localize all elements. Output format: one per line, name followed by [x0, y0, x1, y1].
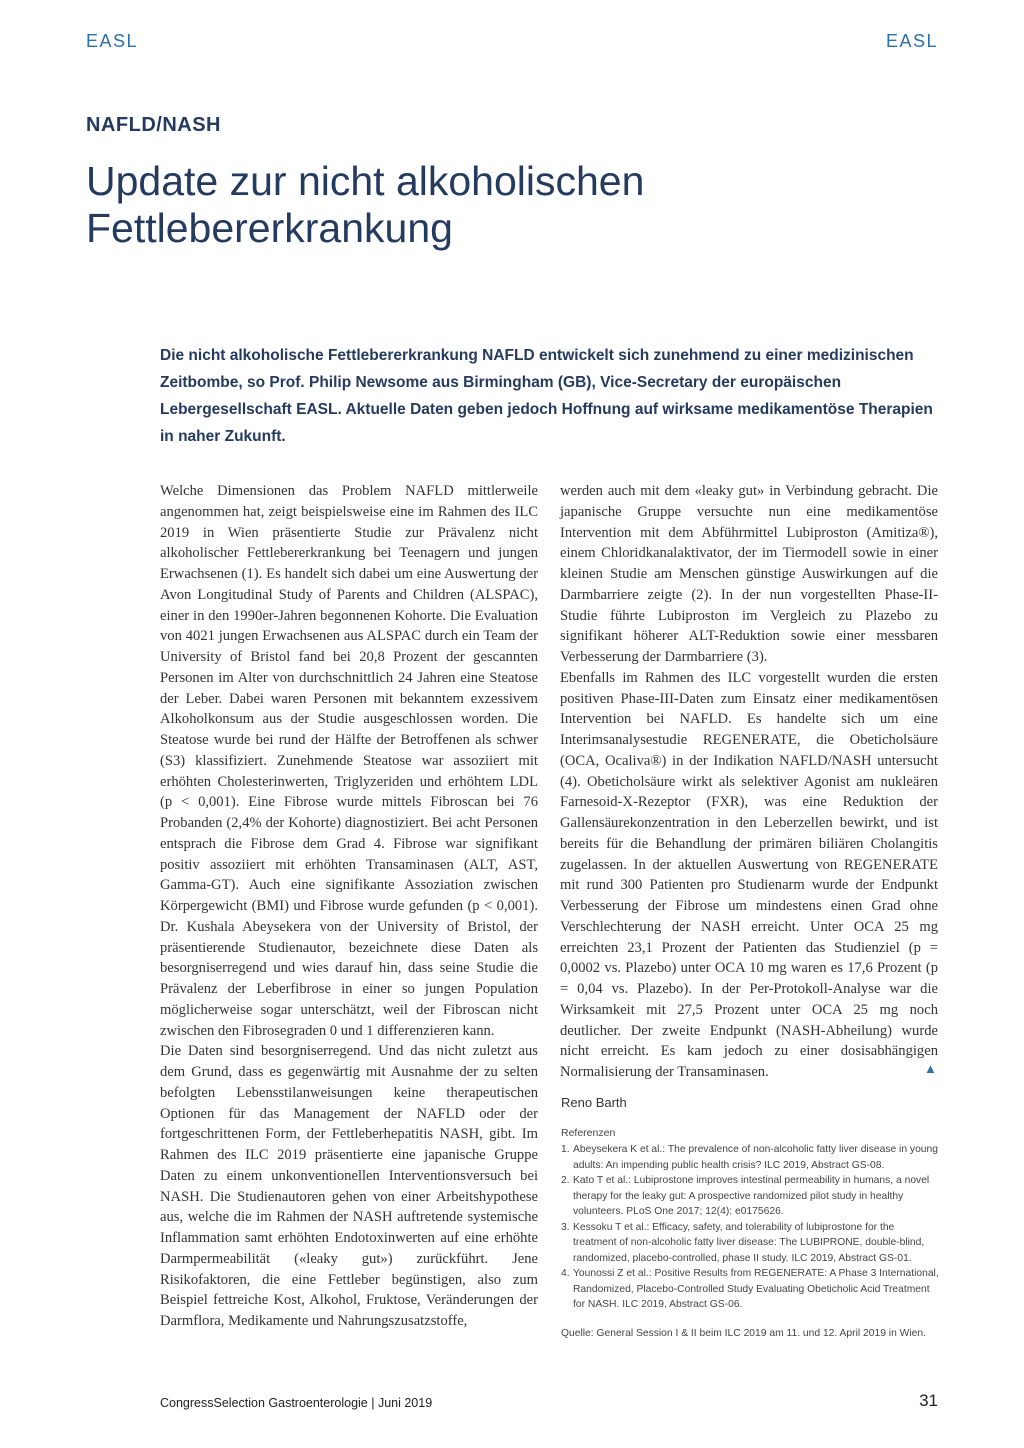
reference-item	[561, 1220, 939, 1267]
body-column-left	[160, 481, 538, 1332]
reference-number: 2.	[561, 1175, 570, 1186]
article-lead: Die nicht alkoholische Fettlebererkrankung NAFLD entwickelt sich zunehmend zu einer medizinischen Zeitbombe, so Prof. Philip Newsome aus Birmingham (GB), Vice-Secretary der europäischen Lebergesellschaft EASL. Aktuelle Daten geben jedoch Hoffnung auf wirksame medikamentöse Therapien in naher Zukunft.	[160, 347, 933, 445]
body-paragraph: Welche Dimensionen das Problem NAFLD mittlerweile angenommen hat, zeigt beispielsweise eine im Rahmen des ILC 2019 in Wien präsentierte Studie zur Prävalenz nicht alkoholischer Fettlebererkrankung bei Teenagern und jungen Erwachsenen (1). Es handelt sich dabei um eine Auswertung der Avon Longitudinal Study of Parents and Children (ALSPAC), einer in den 1990er-Jahren begonnenen Kohorte. Die Evaluation von 4021 jungen Erwachsenen aus ALSPAC durch ein Team der University of Bristol fand bei 20,8 Prozent der gescannten Personen im Alter von durchschnittlich 24 Jahren eine Steatose der Leber. Dabei waren Personen mit bekanntem exzessivem Alkoholkonsum aus der Studie ausgeschlossen worden. Die Steatose wurde bei rund der Hälfte der Betroffenen als schwer (S3) klassifiziert. Zunehmende Steatose war assoziiert mit erhöhten Cholesterinwerten, Triglyzeriden und erhöhtem LDL (p < 0,001). Eine Fibrose wurde mittels Fibroscan bei 76 Probanden (2,4% der Kohorte) diagnostiziert. Bei acht Personen entsprach die Fibrose dem Grad 4. Fibrose war signifikant positiv assoziiert mit erhöhten Transaminasen (ALT, AST, Gamma-GT). Auch eine signifikante Assoziation zwischen Körpergewicht (BMI) und Fibrose wurde gefunden (p < 0,001). Dr. Kushala Abeysekera von der University of Bristol, der präsentierende Studienautor, bezeichnete diese Daten als besorgniserregend und wies darauf hin, dass seine Studie die Prävalenz der Leberfibrose in einer so jungen Population möglicherweise sogar unterschätzt, weil der Fibroscan nicht zwischen den Fibrosegraden 0 und 1 differenzieren kann.	[160, 483, 538, 1039]
page-number: 31	[919, 1391, 938, 1410]
reference-text: Abeysekera K et al.: The prevalence of non-alcoholic fatty liver disease in young adults: An impending public health crisis? ILC 2019, Abstract GS-08.	[573, 1144, 938, 1171]
body-paragraph: werden auch mit dem «leaky gut» in Verbindung gebracht. Die japanische Gruppe versuchte nun eine medikamentöse Intervention mit dem Abführmittel Lubiproston (Amitiza®), einem Chloridkanalaktivator, der im Tiermodell sowie in einer kleinen Studie am Menschen günstige Auswirkungen auf die Darmbarriere zeigte (2). In der nun vorgestellten Phase-II-Studie führte Lubiproston im Vergleich zu Plazebo zu signifikant höherer ALT-Reduktion sowie einer messbaren Verbesserung der Darmbarriere (3).	[560, 483, 938, 665]
reference-text: Kessoku T et al.: Efficacy, safety, and tolerability of lubiprostone for the treatment of non-alcoholic fatty liver disease: The LUBIPRONE, double-blind, randomized, placebo-controlled, phase II study. ILC 2019, Abstract GS-01.	[573, 1221, 925, 1264]
body-paragraph: Ebenfalls im Rahmen des ILC vorgestellt wurden die ersten positiven Phase-III-Daten zum Einsatz einer medikamentösen Intervention bei NAFLD. Es handelte sich um eine Interimsanalysestudie REGENERATE, die Obeticholsäure (OCA, Ocaliva®) in der Indikation NAFLD/NASH untersucht (4). Obeticholsäure wirkt als selektiver Agonist am nukleären Farnesoid-X-Rezeptor (FXR), was eine Reduktion der Gallensäurekonzentration in den Leberzellen bewirkt, und ist bereits für die Behandlung der primären biliären Cholangitis zugelassen. In der aktuellen Auswertung von REGENERATE mit rund 300 Patienten pro Studienarm wurde der Endpunkt Verbesserung der Fibrose um mindestens einen Grad ohne Verschlechterung der NASH erreicht. Unter OCA 25 mg erreichten 23,1 Prozent der Patienten das Studienziel (p = 0,0002 vs. Plazebo) unter OCA 10 mg waren es 17,6 Prozent (p = 0,04 vs. Plazebo). In der Per-Protokoll-Analyse war die Wirksamkeit mit 27,5 Prozent unter OCA 25 mg noch deutlicher. Der zweite Endpunkt (NASH-Abheilung) wurde nicht erreicht. Es kam jedoch zu einer dosisabhängigen Normalisierung der Transaminasen.	[560, 669, 938, 1080]
reference-item	[561, 1266, 939, 1313]
section-rubric: NAFLD/NASH	[86, 114, 221, 136]
references-list	[561, 1142, 939, 1313]
reference-number: 1.	[561, 1144, 570, 1155]
header-left-label: EASL	[86, 31, 139, 51]
reference-text: Younossi Z et al.: Positive Results from REGENERATE: A Phase 3 International, Randomized, Placebo-Controlled Study Evaluating Obeticholic Acid Treatment for NASH. ILC 2019, Abstract GS-06.	[573, 1268, 939, 1310]
references-title: Referenzen	[561, 1127, 616, 1139]
footer-publication: CongressSelection Gastroenterologie | Juni 2019	[160, 1396, 433, 1410]
reference-item	[561, 1142, 939, 1173]
body-paragraph: Die Daten sind besorgniserregend. Und das nicht zuletzt aus dem Grund, dass es gegenwärtig mit Ausnahme der zu selten befolgten Lebensstilanweisungen keine therapeutischen Optionen für das Management der NAFLD oder der fortgeschrittenen Form, der Fettleberhepatitis NASH, gibt. Im Rahmen des ILC 2019 präsentierte eine japanische Gruppe Daten zu einem unkonventionellen Interventionsversuch bei NASH. Die Studienautoren gehen von einer Arbeitshypothese aus, welche die im Rahmen der NASH auftretende systemische Inflammation samt erhöhten Endotoxinwerten auf eine erhöhte Darmpermeabilität («leaky gut») zurückführt. Jene Risikofaktoren, die eine Fettleber begünstigen, also zum Beispiel fettreiche Kost, Alkohol, Fruktose, Veränderungen der Darmflora, Medikamente und Nahrungszusatzstoffe,	[160, 1043, 538, 1329]
article-title	[86, 158, 644, 252]
header-right-label: EASL	[885, 31, 938, 51]
reference-number: 4.	[561, 1268, 570, 1279]
source-note: Quelle: General Session I & II beim ILC 2019 am 11. und 12. April 2019 in Wien.	[561, 1328, 926, 1339]
reference-text: Kato T et al.: Lubiprostone improves intestinal permeability in humans, a novel therapy for the leaky gut: A prospective randomized pilot study in healthy volunteers. PLoS One 2017; 12(4): e0175626.	[573, 1175, 930, 1217]
title-line-1: Update zur nicht alkoholischen	[86, 158, 645, 204]
title-line-2: Fettlebererkrankung	[86, 205, 453, 251]
reference-item	[561, 1173, 939, 1220]
reference-number: 3.	[561, 1221, 570, 1233]
author-name: Reno Barth	[561, 1095, 627, 1110]
body-column-right	[560, 481, 938, 1083]
end-triangle-icon: ▲	[924, 1061, 937, 1076]
